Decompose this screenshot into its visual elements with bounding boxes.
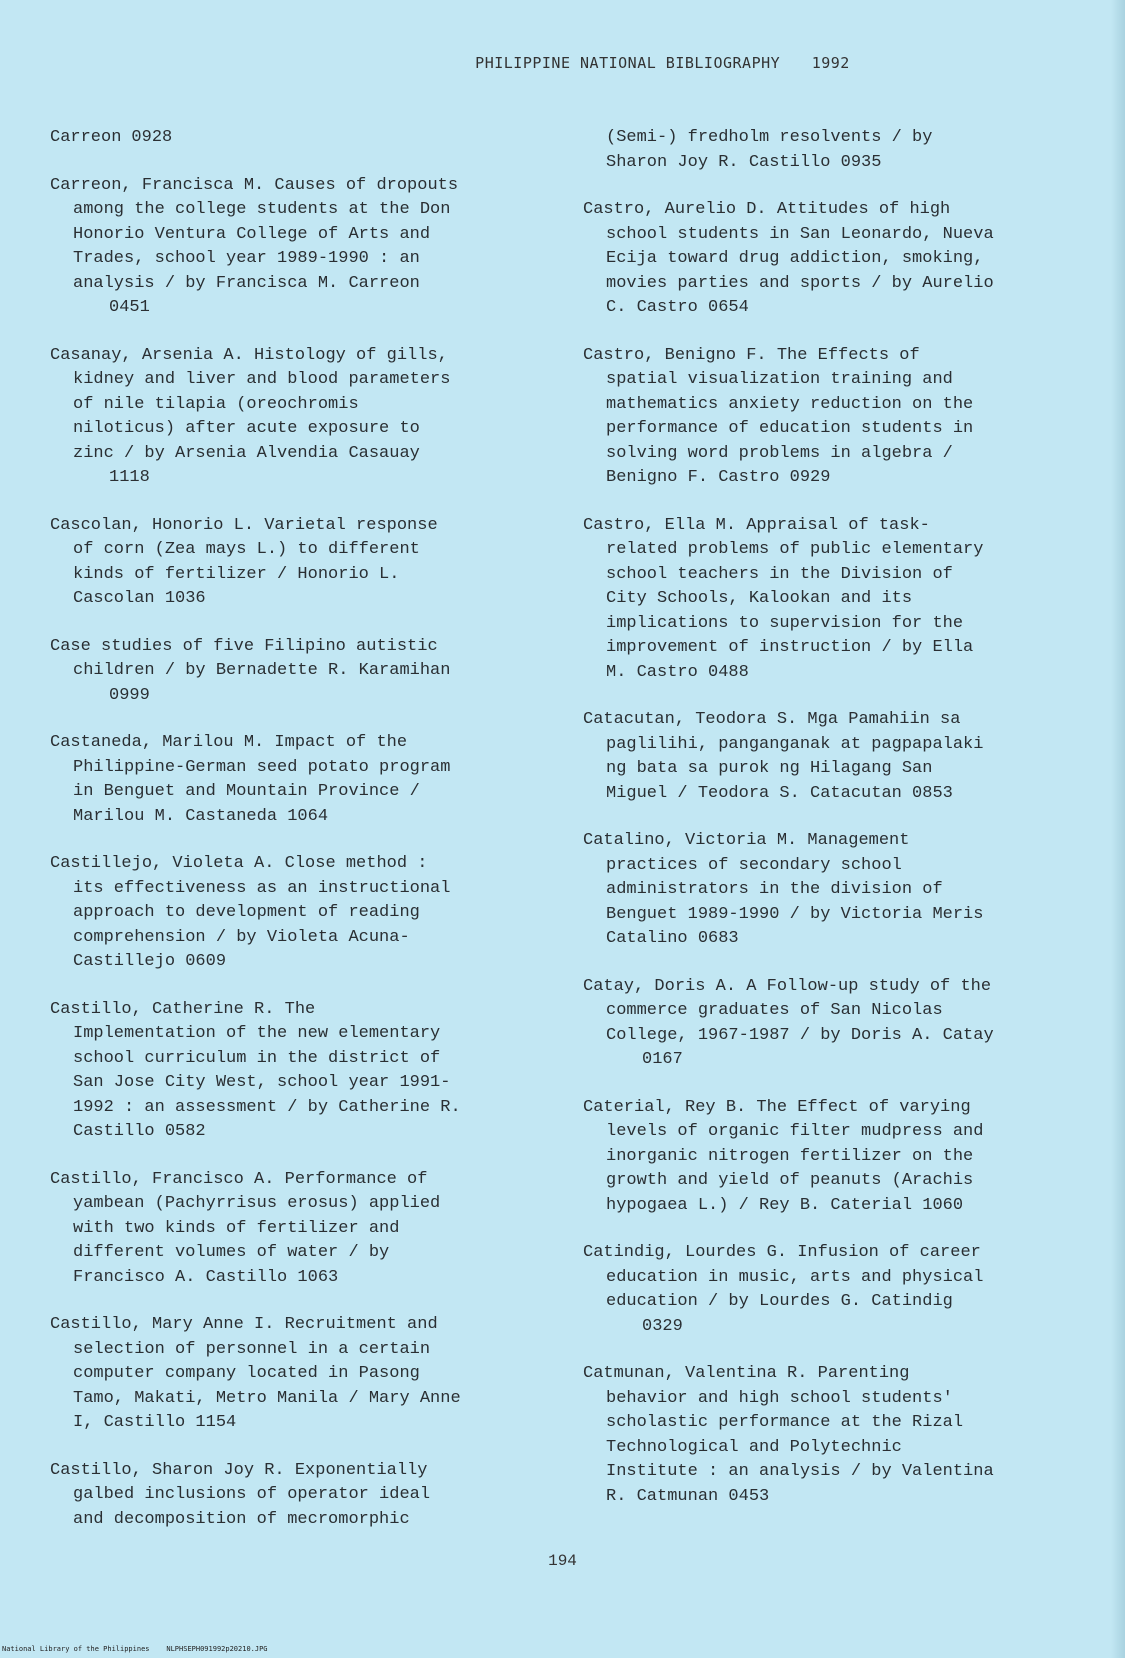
page-edge-shadow [1111, 0, 1125, 1658]
bibliography-entry [583, 829, 1083, 952]
entry-text: Castillo, Francisco A. Performance of yambean (Pachyrrisus erosus) applied with two kinds of fertilizer and different volumes of water / by Francisco A. Castillo 1063 [50, 1169, 441, 1287]
bibliography-entry [583, 126, 1083, 175]
credit-library: National Library of the Philippines [2, 1645, 150, 1653]
bibliography-entry [583, 344, 1083, 491]
entry-text: Castaneda, Marilou M. Impact of the Philippine-German seed potato program in Benguet and Mountain Province / Marilou M. Castaneda 1064 [50, 733, 451, 826]
entry-text: Castro, Aurelio D. Attitudes of high school students in San Leonardo, Nueva Ecija toward drug addiction, smoking, movies parties and sports / by Aurelio C. Castro 0654 [583, 200, 994, 317]
bibliography-entry [50, 174, 545, 321]
scan-credit [2, 1645, 268, 1653]
entry-text: (Semi-) fredholm resolvents / by Sharon Joy R. Castillo 0935 [606, 128, 933, 172]
entry-text: Catay, Doris A. A Follow-up study of the commerce graduates of San Nicolas College, 1967-1987 / by Doris A. Catay [583, 976, 994, 1045]
page-header [0, 54, 1125, 72]
entry-text: Catindig, Lourdes G. Infusion of career education in music, arts and physical education / by Lourdes G. Catindig [583, 1243, 984, 1311]
header-title: PHILIPPINE NATIONAL BIBLIOGRAPHY [475, 54, 781, 72]
bibliography-entry [50, 344, 545, 491]
right-column [583, 126, 1083, 1532]
entry-number: 1118 [109, 468, 150, 487]
entry-number: 0999 [109, 685, 150, 705]
entry-number: 0329 [642, 1316, 683, 1336]
bibliography-entry [583, 1241, 1083, 1339]
bibliography-entry [50, 1168, 545, 1291]
bibliography-entry [50, 1313, 545, 1436]
header-year: 1992 [811, 54, 850, 72]
entry-text: Catmunan, Valentina R. Parenting behavior and high school students' scholastic performance at the Rizal Technological and Polytechnic Institute : an analysis / by Valentina R. Catmunan 0453 [583, 1364, 994, 1506]
bibliography-entry [50, 998, 545, 1145]
bibliography-entry [583, 198, 1083, 321]
bibliography-entry [583, 1362, 1083, 1509]
entry-text: Castro, Benigno F. The Effects of spatial visualization training and mathematics anxiety reduction on the performance of education students in solving word problems in algebra / Benigno F. Castro 0929 [583, 345, 974, 487]
entry-text: Carreon, Francisca M. Causes of dropouts among the college students at the Don Honorio Ventura College of Arts and Trades, school year 1989-1990 : an analysis / by Francisca M. Carreon [50, 175, 459, 293]
credit-file: NLPHSEPH091992p20210.JPG [166, 1645, 268, 1653]
entry-text: Castillo, Catherine R. The Implementation of the new elementary school curriculum in the district of San Jose City West, school year 1991- 1992 : an assessment / by Catherine R. Castillo 0582 [50, 999, 461, 1141]
entry-text: Cascolan, Honorio L. Varietal response of corn (Zea mays L.) to different kinds of fertilizer / Honorio L. Cascolan 1036 [50, 515, 438, 608]
entry-text: Caterial, Rey B. The Effect of varying levels of organic filter mudpress and inorganic nitrogen fertilizer on the growth and yield of peanuts (Arachis hypogaea L.) / Rey B. Caterial 1060 [583, 1097, 984, 1215]
entry-text: Castillejo, Violeta A. Close method : its effectiveness as an instructional approach to development of reading comprehension / by Violeta Acuna- Castillejo 0609 [50, 854, 451, 971]
entry-text: Catacutan, Teodora S. Mga Pamahiin sa paglilihi, panganganak at pagpapalaki ng bata sa purok ng Hilagang San Miguel / Teodora S. Catacutan 0853 [583, 710, 984, 803]
bibliography-entry [50, 731, 545, 829]
bibliography-entry [50, 1459, 545, 1533]
bibliography-entry [50, 514, 545, 612]
entry-number: 0167 [642, 1050, 683, 1069]
bibliography-entry [583, 708, 1083, 806]
bibliography-entry [50, 852, 545, 975]
entry-text: Casanay, Arsenia A. Histology of gills, kidney and liver and blood parameters of nile tilapia (oreochromis niloticus) after acute exposure to zinc / by Arsenia Alvendia Casauay [50, 345, 451, 463]
entry-text: Case studies of five Filipino autistic children / by Bernadette R. Karamihan [50, 636, 451, 680]
bibliography-entry [50, 635, 545, 709]
entry-text: Carreon [50, 128, 122, 147]
bibliography-entry [583, 975, 1083, 1073]
bibliography-entry [50, 126, 545, 151]
left-column [50, 126, 545, 1555]
page-number: 194 [548, 1552, 577, 1570]
entry-text: Castillo, Sharon Joy R. Exponentially galbed inclusions of operator ideal and decomposition of mecromorphic [50, 1460, 431, 1529]
entry-text: Catalino, Victoria M. Management practices of secondary school administrators in the division of Benguet 1989-1990 / by Victoria Meris Catalino 0683 [583, 831, 984, 948]
entry-number: 0928 [131, 128, 173, 147]
bibliography-entry [583, 1096, 1083, 1219]
bibliography-entry [583, 514, 1083, 686]
entry-number: 0451 [109, 298, 150, 317]
entry-text: Castillo, Mary Anne I. Recruitment and selection of personnel in a certain computer company located in Pasong Tamo, Makati, Metro Manila / Mary Anne I, Castillo 1154 [50, 1315, 461, 1432]
entry-text: Castro, Ella M. Appraisal of task- related problems of public elementary school teachers in the Division of City Schools, Kalookan and its implications to supervision for the improvement of instruction / by Ella M. Castro 0488 [583, 515, 984, 682]
